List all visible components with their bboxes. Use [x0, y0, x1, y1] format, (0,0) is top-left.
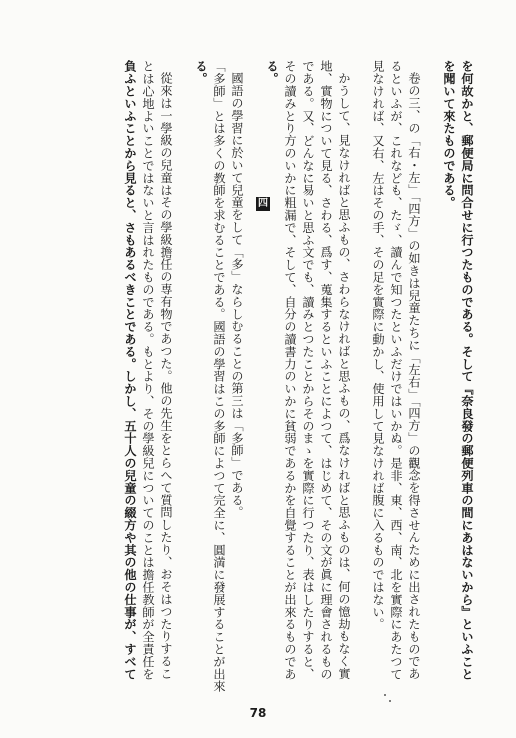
- text-column: 國語の學習に於いて兒童をして「多」ならしむることの第三は「多師」である。: [230, 72, 244, 519]
- text-column: 從來は一學級の兒童はその學級擔任の専有物であつた。他の先生をとらへて質問したり、おそはつたりするこ: [159, 72, 173, 680]
- paper-speck: [384, 694, 386, 696]
- text-column: を何故かと、郵便局に問合せに行つたものである。そして『奈良發の郵便列車の間にあはないから』といふこと: [460, 60, 474, 680]
- page-number: 78: [249, 706, 267, 720]
- text-column: 負ふといふことから見ると、さもあるべきことである。しかし、五十人の兒童の綴方や其の他の仕事が、すべて: [123, 60, 137, 680]
- text-column: 見なければ、又右、左はその手、その足を實際に動かし、使用して見なければ腹に入るものではない。: [371, 60, 385, 631]
- text-column: その讀みとり方のいかに粗漏で、そして、自分の讀書力のいかに貧弱であるかを自覺することが出來るものであ: [283, 60, 297, 680]
- text-column: る。: [265, 60, 279, 85]
- text-column: を聞いて來たものである。: [442, 60, 456, 209]
- text-column: 地、實物について見る、さわる、爲す、蒐集するといふことによつて、はじめて、その文が眞に理會されるもの: [319, 60, 333, 680]
- section-number-mark: 四: [258, 198, 268, 209]
- text-column: とは心地よいことではないと言はれたものである。もとより、その學級兒についてのことは擔任教師が全責任を: [141, 60, 155, 680]
- text-column: るといふが、これなども、たゞ、讀んで知つたといふだけではいかぬ。是非、東、西、南、北を實際にあたつて: [389, 60, 403, 680]
- text-column: 「多師」とは多くの教師を求むることである。國語の學習はこの多師によつて完全に、圓満に發展することが出來: [212, 60, 226, 693]
- text-column: かうして、見なければと思ふもの、さわらなければと思ふもの、爲なければと思ふものは、何の憶劫もなく實: [337, 72, 351, 680]
- paper-speck: [389, 700, 391, 702]
- text-column: 卷の三、の「右・左」「四方」の如きは兒童たちに「左右」「四方」の觀念を得させんために出されたものであ: [407, 72, 421, 680]
- text-column: る。: [194, 60, 208, 85]
- text-column: である。又、どんなに易いと思ふ文でも、讀みとつたことからそのまゝを實際に行つたり、表はしたりすると、: [301, 60, 315, 680]
